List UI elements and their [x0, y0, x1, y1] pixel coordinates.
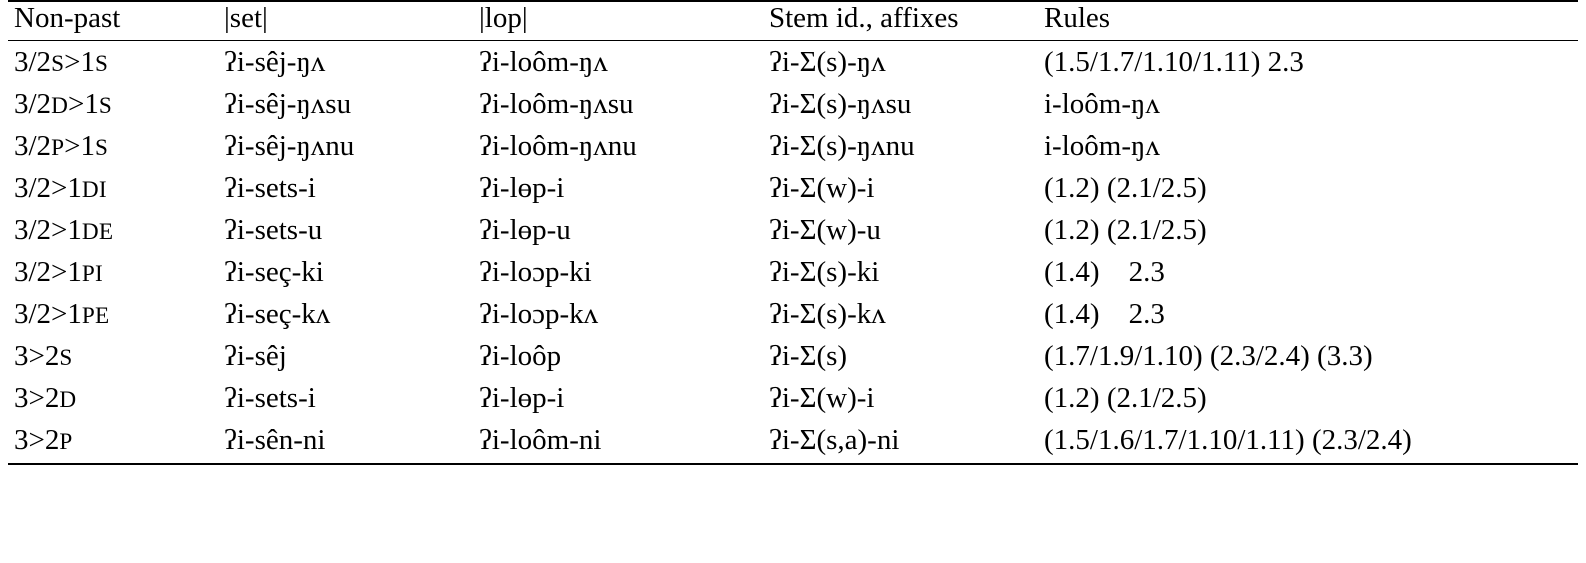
cell-stem-affixes: ʔi-Σ(w)-i	[769, 172, 875, 204]
cell-nonpast-form: 3/2D>1S	[14, 88, 112, 120]
cell-rules: (1.2) (2.1/2.5)	[1044, 214, 1207, 246]
table-row	[8, 335, 1578, 377]
table-row	[8, 209, 1578, 251]
cell-stem-affixes: ʔi-Σ(s,a)-ni	[763, 419, 1038, 464]
cell-nonpast-form: 3/2>1DE	[14, 214, 114, 246]
column-header-set: |set|	[218, 1, 473, 41]
cell-nonpast-form: 3/2>1DI	[14, 172, 107, 204]
cell-stem-affixes: ʔi-Σ(s)-ki	[769, 256, 880, 288]
column-header-rules: Rules	[1038, 1, 1578, 41]
cell-rules: (1.2) (2.1/2.5)	[1044, 172, 1207, 204]
paradigm-table	[8, 0, 1578, 465]
cell-set-form: ʔi-sêj-ŋʌnu	[224, 130, 355, 162]
table-row	[8, 41, 1578, 84]
cell-set-form: ʔi-sêj	[224, 340, 287, 372]
cell-lop-form: ʔi-loôm-ŋʌsu	[479, 88, 634, 120]
cell-lop-form: ʔi-loɔp-kʌ	[479, 298, 599, 330]
cell-rules: i-loôm-ŋʌ	[1044, 88, 1160, 120]
cell-lop-form: ʔi-lɵp-u	[479, 214, 571, 246]
cell-rules: (1.7/1.9/1.10) (2.3/2.4) (3.3)	[1044, 340, 1373, 372]
cell-stem-affixes: ʔi-Σ(s)	[769, 340, 848, 372]
cell-rules: (1.4) 2.3	[1044, 256, 1165, 288]
cell-lop-form: ʔi-loôp	[479, 340, 562, 372]
cell-nonpast-form: 3/2>1PI	[14, 256, 103, 288]
cell-nonpast-form: 3>2P	[8, 419, 218, 464]
cell-nonpast-form: 3>2D	[14, 382, 77, 414]
table-row	[8, 83, 1578, 125]
cell-stem-affixes: ʔi-Σ(s)-ŋʌ	[769, 46, 886, 78]
cell-nonpast-form: 3>2S	[14, 340, 73, 372]
cell-rules: (1.5/1.7/1.10/1.11) 2.3	[1044, 46, 1304, 78]
cell-nonpast-form: 3/2>1PE	[14, 298, 110, 330]
cell-lop-form: ʔi-loɔp-ki	[479, 256, 592, 288]
table-row	[8, 377, 1578, 419]
table-body	[8, 41, 1578, 465]
cell-rules: (1.4) 2.3	[1044, 298, 1165, 330]
table-header	[8, 1, 1578, 41]
cell-rules: (1.2) (2.1/2.5)	[1044, 382, 1207, 414]
table-row	[8, 125, 1578, 167]
cell-stem-affixes: ʔi-Σ(s)-kʌ	[769, 298, 886, 330]
cell-stem-affixes: ʔi-Σ(w)-i	[769, 382, 875, 414]
cell-lop-form: ʔi-loôm-ni	[473, 419, 763, 464]
cell-lop-form: ʔi-lɵp-i	[479, 172, 565, 204]
table-header-row	[8, 1, 1578, 41]
cell-rules: i-loôm-ŋʌ	[1044, 130, 1160, 162]
cell-lop-form: ʔi-loôm-ŋʌ	[479, 46, 608, 78]
cell-set-form: ʔi-seç-kʌ	[224, 298, 331, 330]
cell-set-form: ʔi-sên-ni	[218, 419, 473, 464]
cell-stem-affixes: ʔi-Σ(s)-ŋʌsu	[769, 88, 912, 120]
cell-nonpast-form: 3/2S>1S	[14, 46, 109, 78]
cell-set-form: ʔi-sêj-ŋʌsu	[224, 88, 352, 120]
cell-set-form: ʔi-sets-i	[224, 172, 316, 204]
column-header-nonpast: Non-past	[8, 1, 218, 41]
table-row	[8, 167, 1578, 209]
table-row	[8, 251, 1578, 293]
cell-set-form: ʔi-sets-u	[224, 214, 323, 246]
cell-set-form: ʔi-sets-i	[224, 382, 316, 414]
cell-set-form: ʔi-seç-ki	[224, 256, 324, 288]
cell-lop-form: ʔi-loôm-ŋʌnu	[479, 130, 637, 162]
table-row	[8, 419, 1578, 464]
cell-nonpast-form: 3/2P>1S	[14, 130, 109, 162]
table-row	[8, 293, 1578, 335]
cell-stem-affixes: ʔi-Σ(w)-u	[769, 214, 881, 246]
cell-stem-affixes: ʔi-Σ(s)-ŋʌnu	[769, 130, 915, 162]
cell-set-form: ʔi-sêj-ŋʌ	[224, 46, 326, 78]
cell-lop-form: ʔi-lɵp-i	[479, 382, 565, 414]
cell-rules: (1.5/1.6/1.7/1.10/1.11) (2.3/2.4)	[1038, 419, 1578, 464]
column-header-stem-affixes: Stem id., affixes	[763, 1, 1038, 41]
column-header-lop: |lop|	[473, 1, 763, 41]
